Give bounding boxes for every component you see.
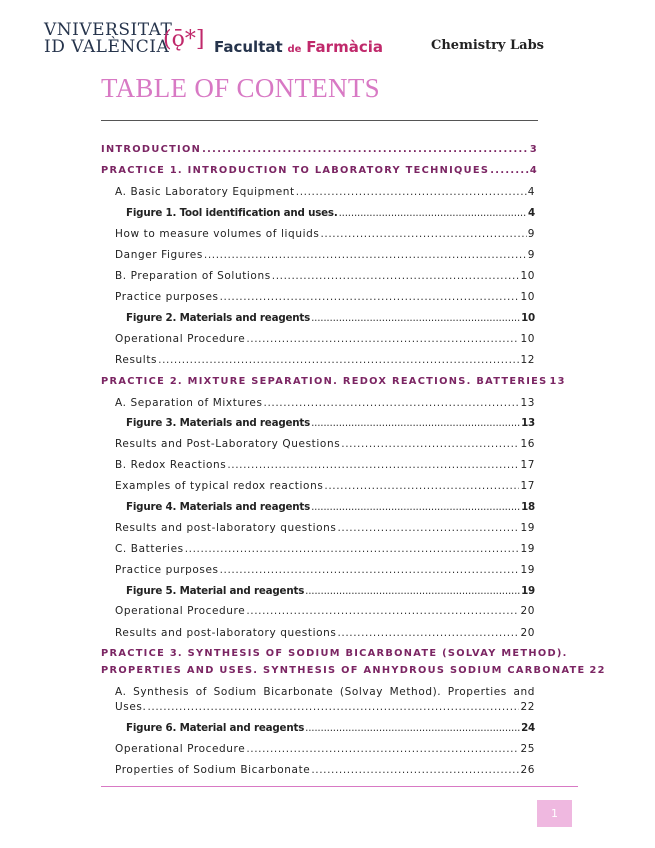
toc-leader-dots <box>305 585 520 597</box>
toc-entry-label: Figure 1. Tool identification and uses. <box>126 207 338 219</box>
toc-entry-page: 4 <box>529 165 538 176</box>
toc-entry-label: Figure 4. Materials and reagents <box>126 501 311 513</box>
toc-entry-page: 16 <box>520 438 535 450</box>
toc-entry-practice-3-line1[interactable]: PRACTICE 3. SYNTHESIS OF SODIUM BICARBONATE (SOLVAY METHOD). <box>101 648 568 659</box>
toc-entry-operational-procedure[interactable] <box>115 333 535 345</box>
toc-leader-dots <box>202 144 529 155</box>
toc-entry-page: 19 <box>520 522 535 534</box>
toc-entry-page: 9 <box>527 249 535 261</box>
toc-entry-label: PRACTICE 1. INTRODUCTION TO LABORATORY TECHNIQUES <box>101 165 490 176</box>
toc-leader-dots <box>246 605 519 617</box>
toc-entry-page: 17 <box>520 480 535 492</box>
toc-entry-figure-2[interactable] <box>126 312 535 324</box>
toc-leader-dots <box>337 627 519 639</box>
toc-entry-figure-4[interactable] <box>126 501 535 513</box>
toc-leader-dots <box>324 480 519 492</box>
toc-leader-dots <box>311 312 520 324</box>
toc-entry-figure-5[interactable] <box>126 585 535 597</box>
toc-entry-page: 13 <box>521 417 535 429</box>
toc-entry-properties-sodium-bicarbonate[interactable] <box>115 764 535 776</box>
toc-entry-figure-6[interactable] <box>126 722 535 734</box>
toc-leader-dots <box>296 186 527 198</box>
toc-leader-dots <box>158 354 519 366</box>
toc-leader-dots <box>264 397 520 409</box>
toc-entry-page: 13 <box>520 397 535 409</box>
toc-entry-page: 19 <box>521 585 535 597</box>
toc-leader-dots <box>246 743 519 755</box>
page-title: TABLE OF CONTENTS <box>101 73 380 103</box>
toc-leader-dots <box>147 701 519 713</box>
toc-entry-sodium-bicarbonate[interactable] <box>115 701 535 713</box>
toc-entry-page: 3 <box>529 144 538 155</box>
toc-leader-dots <box>227 459 519 471</box>
toc-entry-label: Danger Figures <box>115 249 203 261</box>
toc-entry-page: 22 <box>589 665 606 676</box>
toc-entry-label: Results and post-laboratory questions <box>115 627 337 639</box>
toc-entry-label: Properties of Sodium Bicarbonate <box>115 764 311 776</box>
toc-entry-label: Operational Procedure <box>115 333 246 345</box>
toc-entry-separation-of-mixtures[interactable] <box>115 397 535 409</box>
university-name-line1: VNIVERSITAT <box>44 20 173 40</box>
toc-entry-results[interactable] <box>115 354 535 366</box>
toc-entry-label: PROPERTIES AND USES. SYNTHESIS OF ANHYDROUS SODIUM CARBONATE <box>101 665 586 676</box>
toc-entry-page: 22 <box>520 701 535 713</box>
toc-entry-page: 10 <box>520 270 535 282</box>
course-title: Chemistry Labs <box>431 38 544 53</box>
toc-entry-batteries[interactable] <box>115 543 535 555</box>
toc-entry-label: Uses. <box>115 701 147 713</box>
toc-entry-page: 26 <box>520 764 535 776</box>
toc-entry-label: INTRODUCTION <box>101 144 202 155</box>
toc-leader-dots <box>490 165 529 176</box>
toc-leader-dots <box>339 207 527 219</box>
toc-entry-page: 10 <box>521 312 535 324</box>
toc-entry-results-post-lab-questions[interactable] <box>115 438 535 450</box>
toc-leader-dots <box>246 333 519 345</box>
faculty-emblem-icon: (ǭ*] <box>163 27 205 52</box>
faculty-word-1: Facultat <box>214 38 283 56</box>
toc-entry-practice-3[interactable] <box>101 665 606 676</box>
toc-entry-label: PRACTICE 2. MIXTURE SEPARATION. REDOX REACTIONS. BATTERIES <box>101 376 548 387</box>
toc-entry-label: Figure 3. Materials and reagents <box>126 417 311 429</box>
toc-entry-introduction[interactable] <box>101 144 538 155</box>
footer-divider <box>101 786 578 787</box>
toc-leader-dots <box>337 522 519 534</box>
toc-entry-sodium-bicarbonate-line1[interactable]: A. Synthesis of Sodium Bicarbonate (Solvay Method). Properties and <box>115 686 535 698</box>
toc-entry-page: 10 <box>520 333 535 345</box>
toc-entry-label: Operational Procedure <box>115 743 246 755</box>
toc-entry-measure-volumes[interactable] <box>115 228 535 240</box>
toc-leader-dots <box>185 543 520 555</box>
toc-entry-page: 19 <box>520 564 535 576</box>
toc-entry-label: Examples of typical redox reactions <box>115 480 324 492</box>
toc-leader-dots <box>311 417 520 429</box>
toc-entry-page: 9 <box>527 228 535 240</box>
toc-entry-practice-2[interactable] <box>101 376 566 387</box>
toc-entry-redox-reactions[interactable] <box>115 459 535 471</box>
toc-entry-results-post-lab-questions-2[interactable] <box>115 522 535 534</box>
toc-entry-label: B. Preparation of Solutions <box>115 270 271 282</box>
toc-entry-page: 4 <box>528 207 535 219</box>
toc-leader-dots <box>311 501 520 513</box>
toc-entry-label: Results and Post-Laboratory Questions <box>115 438 341 450</box>
toc-entry-page: 17 <box>520 459 535 471</box>
toc-entry-page: 10 <box>520 291 535 303</box>
toc-leader-dots <box>204 249 527 261</box>
toc-entry-danger-figures[interactable] <box>115 249 535 261</box>
toc-entry-label: Results and post-laboratory questions <box>115 522 337 534</box>
toc-entry-label: A. Separation of Mixtures <box>115 397 263 409</box>
toc-entry-page: 12 <box>520 354 535 366</box>
toc-entry-page: 20 <box>520 605 535 617</box>
toc-leader-dots <box>272 270 520 282</box>
toc-leader-dots <box>220 291 520 303</box>
toc-entry-page: 18 <box>521 501 535 513</box>
toc-entry-label: Figure 5. Material and reagents <box>126 585 305 597</box>
toc-leader-dots <box>320 228 526 240</box>
toc-leader-dots <box>305 722 520 734</box>
toc-entry-label: A. Basic Laboratory Equipment <box>115 186 295 198</box>
toc-leader-dots <box>220 564 520 576</box>
toc-entry-basic-lab-equipment[interactable] <box>115 186 535 198</box>
toc-entry-label: Operational Procedure <box>115 605 246 617</box>
toc-entry-page: 19 <box>520 543 535 555</box>
toc-entry-page: 4 <box>527 186 535 198</box>
toc-entry-practice-1[interactable] <box>101 165 538 176</box>
toc-entry-practice-purposes[interactable] <box>115 291 535 303</box>
page-number-badge: 1 <box>537 800 572 827</box>
toc-entry-page: 20 <box>520 627 535 639</box>
toc-entry-figure-3[interactable] <box>126 417 535 429</box>
university-name-line2: ID VALÈNCIA <box>44 37 170 57</box>
toc-entry-page: 24 <box>521 722 535 734</box>
toc-entry-operational-procedure-2[interactable] <box>115 605 535 617</box>
toc-entry-label: Practice purposes <box>115 291 219 303</box>
faculty-word-2: de <box>287 44 302 55</box>
toc-entry-label: B. Redox Reactions <box>115 459 227 471</box>
toc-entry-results-post-lab-questions-3[interactable] <box>115 627 535 639</box>
toc-leader-dots <box>341 438 519 450</box>
toc-leader-dots <box>311 764 519 776</box>
toc-entry-figure-1[interactable] <box>126 207 535 219</box>
toc-entry-label: Results <box>115 354 158 366</box>
toc-entry-page: 13 <box>549 376 566 387</box>
toc-entry-label: Figure 2. Materials and reagents <box>126 312 311 324</box>
toc-entry-label: Figure 6. Material and reagents <box>126 722 305 734</box>
toc-entry-label: How to measure volumes of liquids <box>115 228 320 240</box>
toc-entry-label: C. Batteries <box>115 543 184 555</box>
toc-entry-operational-procedure-3[interactable] <box>115 743 535 755</box>
faculty-word-3: Farmàcia <box>306 38 383 56</box>
toc-entry-practice-purposes-2[interactable] <box>115 564 535 576</box>
toc-entry-preparation-of-solutions[interactable] <box>115 270 535 282</box>
toc-entry-label: Practice purposes <box>115 564 219 576</box>
toc-entry-redox-examples[interactable] <box>115 480 535 492</box>
toc-entry-page: 25 <box>520 743 535 755</box>
